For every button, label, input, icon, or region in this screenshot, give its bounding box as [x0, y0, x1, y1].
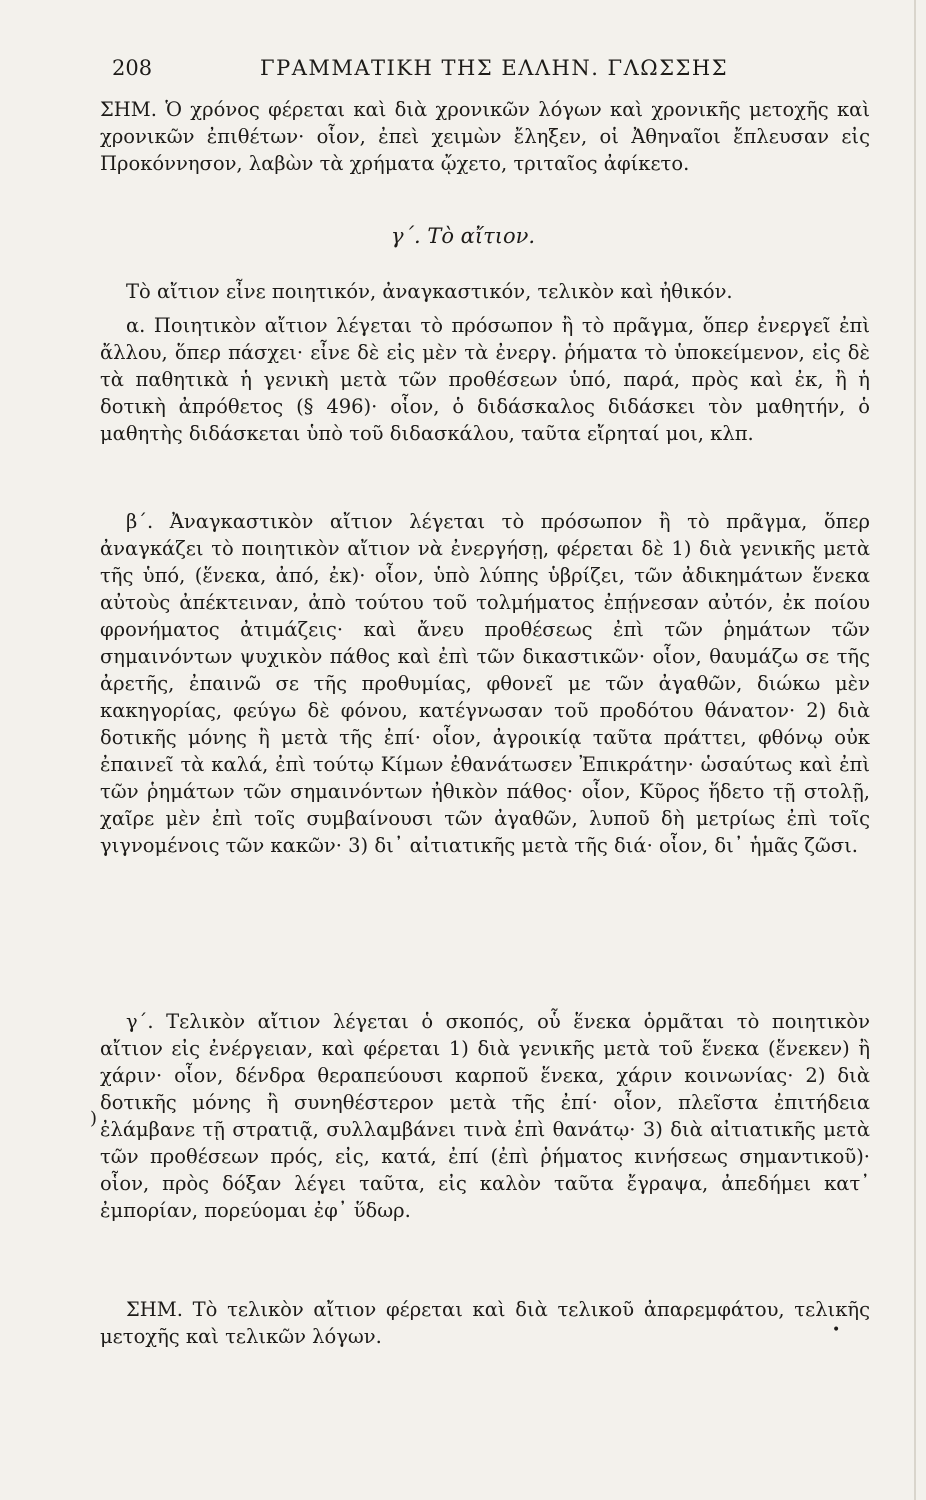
paragraph-gamma: γ΄. Τελικὸν αἴτιον λέγεται ὁ σκοπός, οὗ ἕνεκα ὁρμᾶται τὸ ποιητικὸν αἴτιον εἰς ἐνέργειαν, καὶ φέρεται 1) διὰ γενικῆς μετὰ τοῦ ἕνεκα (ἕνεκεν) ἢ χάριν· οἷον, δένδρα θεραπεύουσι καρποῦ ἕνεκα, χάριν κοινωνίας· 2) διὰ δοτικῆς μόνης ἢ συνηθέστερον μετὰ τῆς ἐπί· οἷον, πλεῖστα ἐπιτήδεια ἐλάμβανε τῇ στρατιᾷ, συλλαμβάνει τινὰ ἐπὶ θανάτῳ· 3) διὰ αἰτιατικῆς μετὰ τῶν προθέσεων πρός, εἰς, κατά, ἐπί (ἐπὶ ῥήματος κινήσεως σημαντικοῦ)· οἷον, πρὸς δόξαν λέγει ταῦτα, εἰς καλὸν ταῦτα ἔγραψα, ἀπεδήμει κατ᾽ ἐμπορίαν, πορεύομαι ἐφ᾽ ὕδωρ.: [100, 1010, 870, 1222]
note-paragraph-2: ΣΗΜ. Τὸ τελικὸν αἴτιον φέρεται καὶ διὰ τελικοῦ ἀπαρεμφάτου, τελικῆς μετοχῆς καὶ τελικῶν λόγων.: [100, 1298, 870, 1348]
section-heading: γ΄. Τὸ αἴτιον.: [390, 224, 536, 248]
note-paragraph-1: ΣΗΜ. Ὁ χρόνος φέρεται καὶ διὰ χρονικῶν λόγων καὶ χρονικῆς μετοχῆς καὶ χρονικῶν ἐπιθέτων· οἷον, ἐπεὶ χειμὼν ἔληξεν, οἱ Ἀθηναῖοι ἔπλευσαν εἰς Προκόννησον, λαβὼν τὰ χρήματα ᾤχετο, τριταῖος ἀφίκετο.: [100, 98, 870, 175]
margin-mark: ): [90, 1108, 98, 1129]
page-header: [112, 56, 872, 96]
intro-paragraph: Τὸ αἴτιον εἶνε ποιητικόν, ἀναγκαστικόν, τελικὸν καὶ ἠθικόν.: [126, 280, 733, 303]
running-title: ΓΡΑΜΜΑΤΙΚΗ ΤΗΣ ΕΛΛΗΝ. ΓΛΩΣΣΗΣ: [260, 56, 729, 80]
ink-dot: •: [832, 1322, 841, 1338]
paragraph-beta: β΄. Ἀναγκαστικὸν αἴτιον λέγεται τὸ πρόσωπον ἢ τὸ πρᾶγμα, ὅπερ ἀναγκάζει τὸ ποιητικὸν αἴτιον νὰ ἐνεργήσῃ, φέρεται δὲ 1) διὰ γενικῆς μετὰ τῆς ὑπό, (ἕνεκα, ἀπό, ἐκ)· οἷον, ὑπὸ λύπης ὑβρίζει, τῶν ἀδικημάτων ἕνεκα αὐτοὺς ἀπέκτειναν, ἀπὸ τούτου τοῦ τολμήματος ἐπῄνεσαν αὐτόν, ἐκ ποίου φρονήματος ἀτιμάζεις· καὶ ἄνευ προθέσεως ἐπὶ τῶν ῥημάτων τῶν σημαινόντων ψυχικὸν πάθος καὶ ἐπὶ τῶν δικαστικῶν· οἷον, θαυμάζω σε τῆς ἀρετῆς, ἐπαινῶ σε τῆς προθυμίας, φθονεῖ με τῶν ἀγαθῶν, διώκω μὲν κακηγορίας, φεύγω δὲ φόνου, κατέγνωσαν τοῦ προδότου θάνατον· 2) διὰ δοτικῆς μόνης ἢ μετὰ τῆς ἐπί· οἷον, ἀγροικίᾳ ταῦτα πράττει, φθόνῳ οὐκ ἐπαινεῖ τὰ καλά, ἐπὶ τούτῳ Κίμων ἐθανάτωσεν Ἐπικράτην· ὡσαύτως καὶ ἐπὶ τῶν ῥημάτων τῶν σημαινόντων ἠθικὸν πάθος· οἷον, Κῦρος ἥδετο τῇ στολῇ, χαῖρε μὲν ἐπὶ τοῖς συμβαίνουσι τῶν ἀγαθῶν, λυποῦ δὴ μετρίως ἐπὶ τοῖς γιγνομένοις τῶν κακῶν· 3) δι᾽ αἰτιατικῆς μετὰ τῆς διά· οἷον, δι᾽ ἡμᾶς ζῶσι.: [100, 510, 870, 857]
paragraph-alpha: α. Ποιητικὸν αἴτιον λέγεται τὸ πρόσωπον ἢ τὸ πρᾶγμα, ὅπερ ἐνεργεῖ ἐπὶ ἄλλου, ὅπερ πάσχει· εἶνε δὲ εἰς μὲν τὰ ἐνεργ. ῥήματα τὸ ὑποκείμενον, εἰς δὲ τὰ παθητικὰ ἡ γενικὴ μετὰ τῶν προθέσεων ὑπό, παρά, πρὸς καὶ ἐκ, ἢ ἡ δοτικὴ ἀπρόθετος (§ 496)· οἷον, ὁ διδάσκαλος διδάσκει τὸν μαθητήν, ὁ μαθητὴς διδάσκεται ὑπὸ τοῦ διδασκάλου, ταῦτα εἴρηταί μοι, κλπ.: [100, 314, 870, 445]
page-number: 208: [112, 56, 153, 80]
